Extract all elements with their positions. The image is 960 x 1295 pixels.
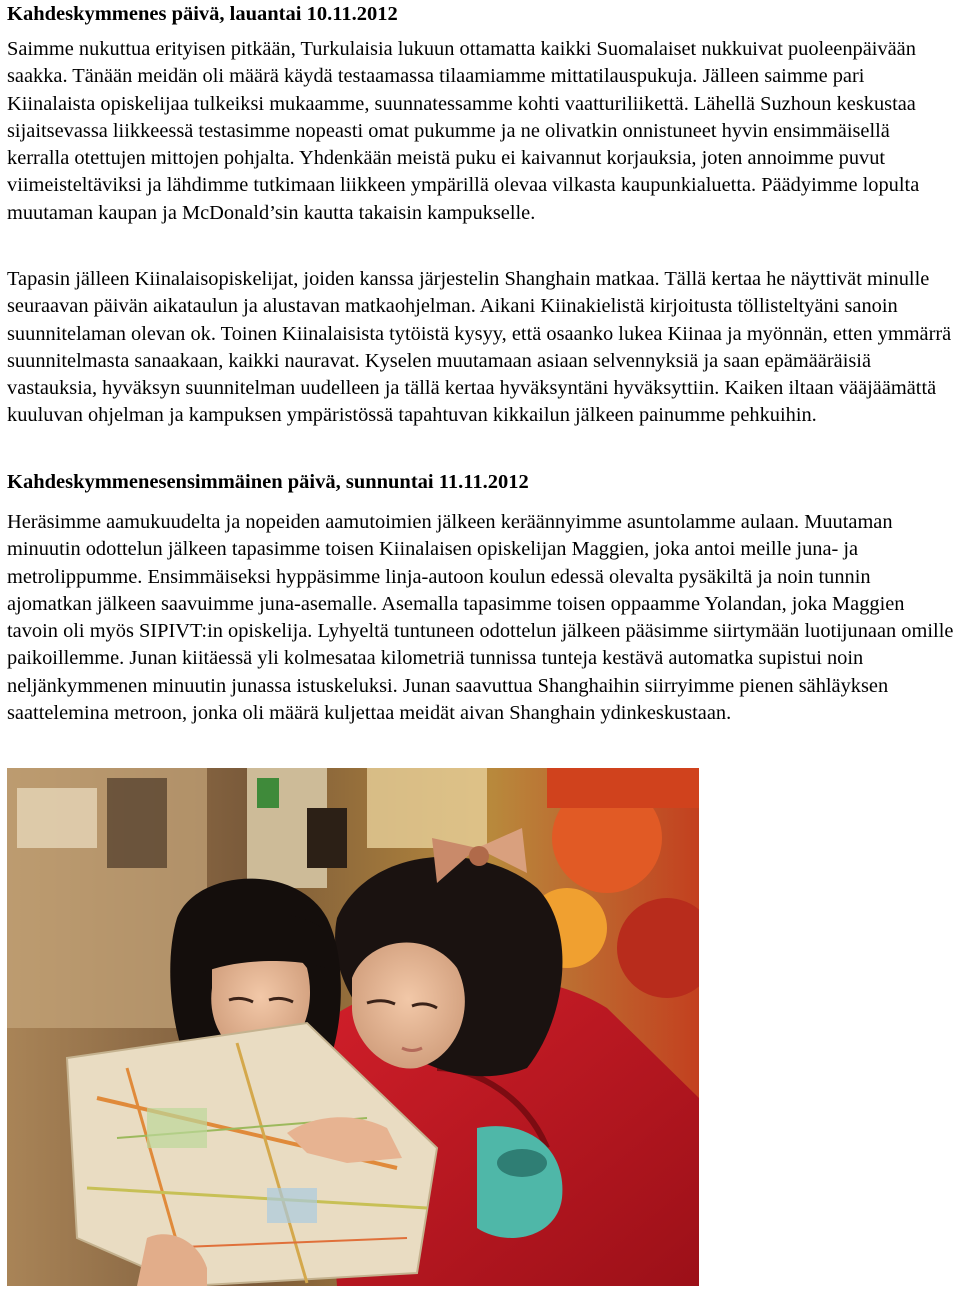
day-20-heading: Kahdeskymmenes päivä, lauantai 10.11.2012: [7, 3, 398, 25]
day-21-paragraph-1: Heräsimme aamukuudelta ja nopeiden aamutoimien jälkeen keräännyimme asuntolamme aulaan. Muutaman minuutin odottelun jälkeen tapasimme toisen Kiinalaisen opiskelijan Maggien, joka antoi meille juna- ja metrolippumme. Ensimmäiseksi hyppäsimme linja-autoon koulun edessä olevalta pysäkiltä ja noin tunnin ajomatkan jälkeen saavuimme juna-asemalle. Asemalla tapasimme toisen oppaamme Yolandan, joka Maggien tavoin oli myös SIPIVT:in opiskelija. Lyhyeltä tuntuneen odottelun jälkeen pääsimme siirtymään luotijunaan omille paikoillemme. Junan kiitäessä yli kolmesataa kilometriä tunnissa tunteja kestävä automatka supistui noin neljänkymmenen minuutin junassa istuskeluksi. Junan saavuttua Shanghaihin siirryimme pienen sähläyksen saattelemina metroon, jonka oli määrä kuljettaa meidät aivan Shanghain ydinkeskustaan.: [7, 511, 954, 725]
day-20-paragraph-2: Tapasin jälleen Kiinalaisopiskelijat, joiden kanssa järjestelin Shanghain matkaa. Tällä kertaa he näyttivät minulle seuraavan päivän aikataulun ja alustavan matkaohjelman. Aikani Kiinakielistä kirjoitusta töllisteltyäni sanoin suunnitelaman olevan ok. Toinen Kiinalaisista tytöistä kysyy, että osaanko lukea Kiinaa ja myönnän, etten ymmärrä suunnitelmasta sanaakaan, kaikki nauravat. Kyselen muutamaan asiaan selvennyksiä ja saan epämääräisiä vastauksia, hyväksyn suunnitelman uudelleen ja tällä kertaa hyväksyntäni hyväksyttiin. Kaiken iltaan vääjäämättä kuuluvan ohjelman ja kampuksen ympäristössä tapahtuvan kikkailun jälkeen painumme pehkuihin.: [7, 268, 952, 427]
photo-two-girls-reading-map: [7, 768, 699, 1286]
day-21-heading: Kahdeskymmenesensimmäinen päivä, sunnuntai 11.11.2012: [7, 471, 529, 493]
day-20-paragraph-1: Saimme nukuttua erityisen pitkään, Turkulaisia lukuun ottamatta kaikki Suomalaiset nukkuivat puoleenpäivään saakka. Tänään meidän oli määrä käydä testaamassa tilaamiamme mittatilauspukuja. Jälleen saimme pari Kiinalaista opiskelijaa tulkeiksi mukaamme, suunnatessamme kohti vaatturiliikettä. Lähellä Suzhoun keskustaa sijaitsevassa liikkeessä testasimme nopeasti omat pukumme ja ne olivatkin onnistuneet hyvin ensimmäisellä kerralla otettujen mittojen pohjalta. Yhdenkään meistä puku ei kaivannut korjauksia, joten annoimme puvut viimeisteltäviksi ja lähdimme tutkimaan liikkeen ympärillä olevaa vilkasta kaupunkialuetta. Päädyimme lopulta muutaman kaupan ja McDonald’sin kautta takaisin kampukselle.: [7, 38, 920, 224]
